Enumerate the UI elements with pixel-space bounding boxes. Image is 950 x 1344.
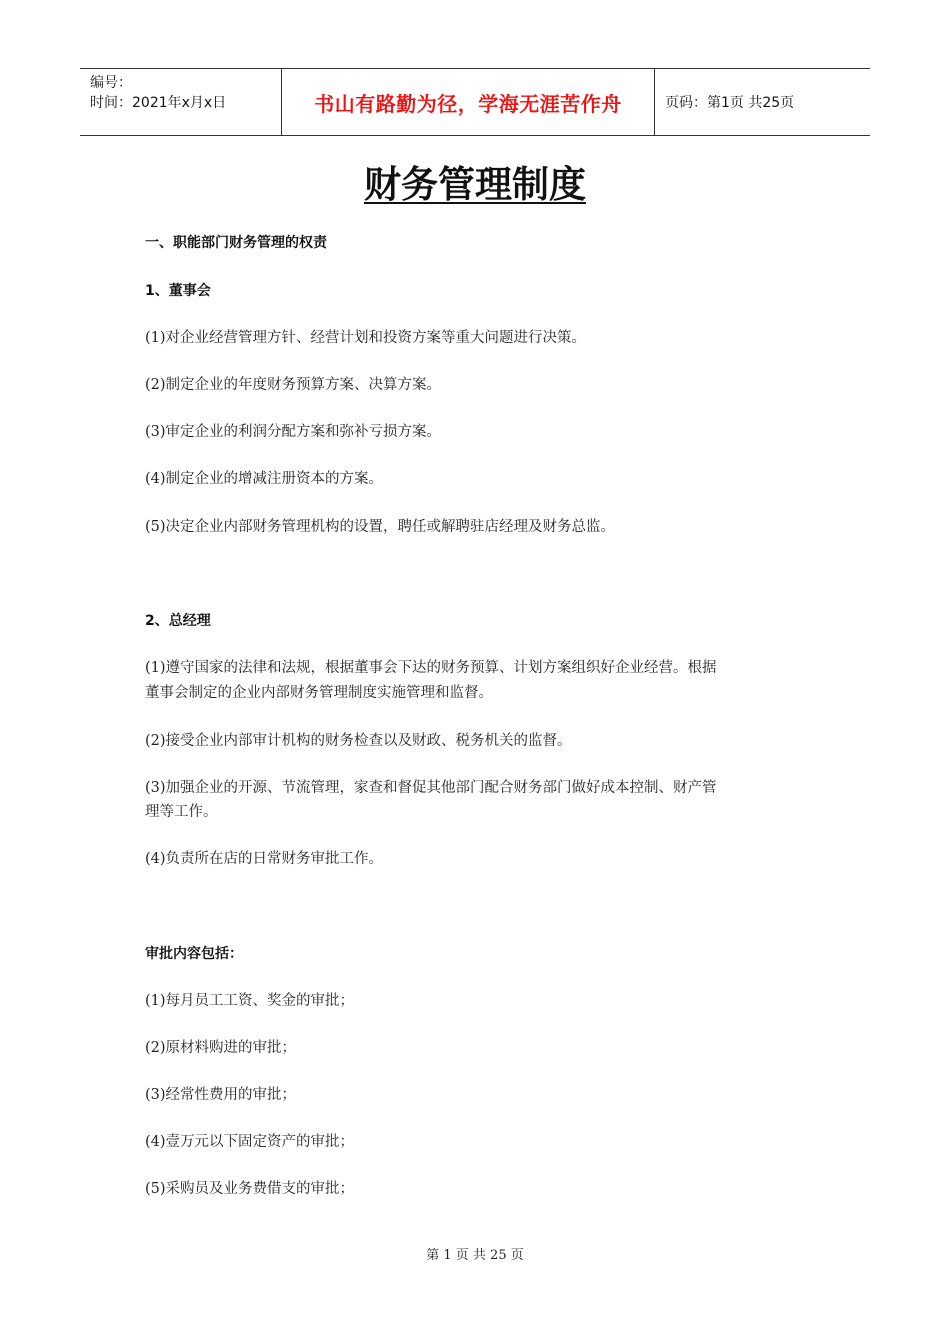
approval-item: (2)原材料购进的审批； — [145, 1040, 297, 1056]
gm-item: 理等工作。 — [145, 804, 218, 820]
board-item: (4)制定企业的增减注册资本的方案。 — [145, 471, 384, 487]
section-heading: 一、职能部门财务管理的权责 — [145, 235, 327, 251]
board-item: (5)决定企业内部财务管理机构的设置，聘任或解聘驻店经理及财务总监。 — [145, 519, 616, 535]
approval-item: (5)采购员及业务费借支的审批； — [145, 1181, 355, 1197]
gm-item: (2)接受企业内部审计机构的财务检查以及财政、税务机关的监督。 — [145, 733, 572, 749]
number-label: 编号： — [90, 75, 132, 91]
approval-item: (3)经常性费用的审批； — [145, 1087, 297, 1103]
header-page-cell — [655, 69, 870, 135]
gm-item: (4)负责所在店的日常财务审批工作。 — [145, 851, 384, 867]
date-label: 时间：2021年x月x日 — [90, 95, 227, 111]
gm-item: (3)加强企业的开源、节流管理，家查和督促其他部门配合财务部门做好成本控制、财产管 — [145, 780, 717, 796]
page-title: 财务管理制度 — [364, 163, 586, 206]
motto-text: 书山有路勤为径，学海无涯苦作舟 — [314, 91, 622, 116]
subsection-heading-board: 1、董事会 — [145, 283, 211, 299]
board-item: (1)对企业经营管理方针、经营计划和投资方案等重大问题进行决策。 — [145, 330, 587, 346]
page-info: 页码：第1页 共25页 — [665, 95, 795, 111]
document-header — [80, 68, 870, 136]
board-item: (3)审定企业的利润分配方案和弥补亏损方案。 — [145, 424, 442, 440]
approval-item: (4)壹万元以下固定资产的审批； — [145, 1134, 355, 1150]
page-footer: 第 1 页 共 25 页 — [426, 1248, 524, 1263]
approval-heading: 审批内容包括： — [145, 946, 243, 962]
gm-item: (1)遵守国家的法律和法规，根据董事会下达的财务预算、计划方案组织好企业经营。根据 — [145, 660, 717, 676]
subsection-heading-gm: 2、总经理 — [145, 613, 211, 629]
gm-item: 董事会制定的企业内部财务管理制度实施管理和监督。 — [145, 685, 493, 701]
board-item: (2)制定企业的年度财务预算方案、决算方案。 — [145, 377, 442, 393]
approval-item: (1)每月员工工资、奖金的审批； — [145, 993, 355, 1009]
header-meta-cell — [80, 69, 282, 135]
header-motto-cell — [282, 69, 655, 135]
